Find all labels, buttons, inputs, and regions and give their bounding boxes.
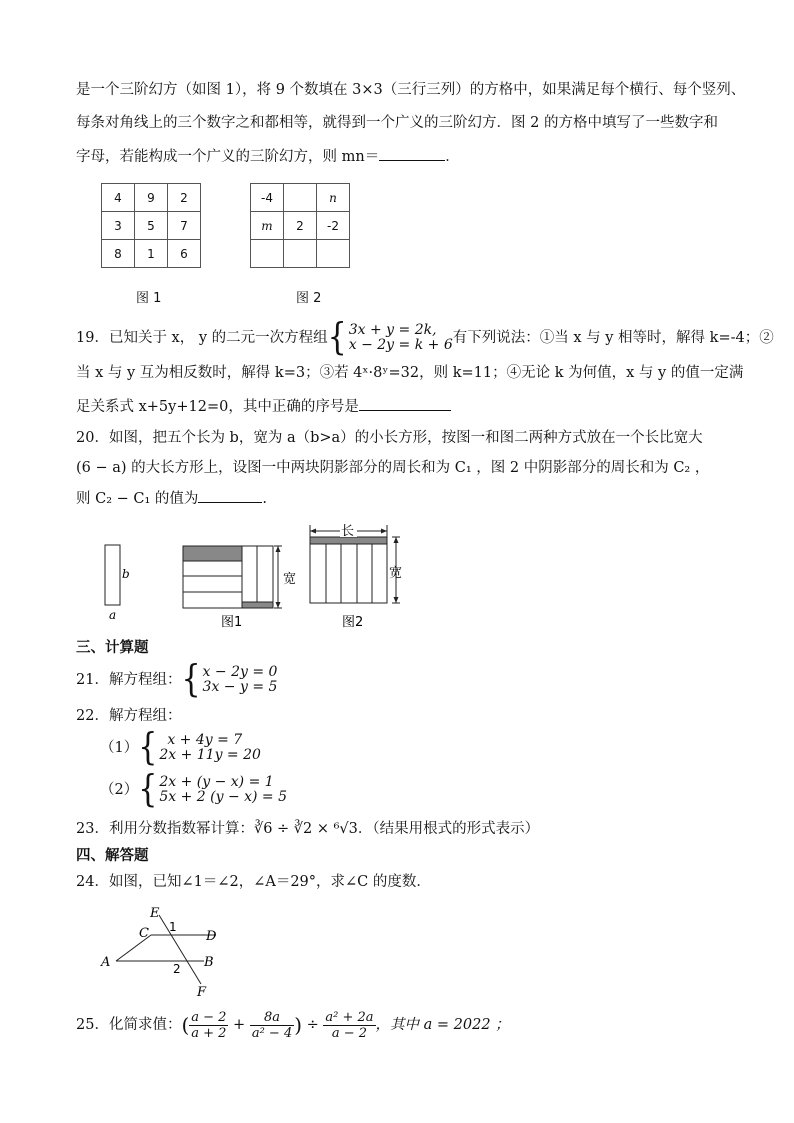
q19-line3: 足关系式 x+5y+12=0，其中正确的序号是 — [76, 396, 451, 417]
q20-line2: (6 − a) 的大长方形上，设图一中两块阴影部分的周长和为 C₁ ，图 2 中阴影部分的周长和为 C₂ ， — [76, 460, 710, 476]
fraction-1: $\frac{a - 2}{a + 2}$ — [191, 1009, 227, 1041]
grid2-cell — [284, 184, 317, 212]
label-a: a — [109, 608, 117, 622]
label-2: 2 — [173, 962, 181, 976]
grid2-cell — [251, 240, 284, 268]
label-length: 长 — [341, 524, 355, 539]
grid2-cell — [317, 240, 350, 268]
label-B: B — [204, 955, 214, 970]
q24: 24．如图，已知∠1＝∠2，∠A＝29°，求∠C 的度数． — [76, 874, 431, 890]
grid1-cell: 7 — [168, 212, 201, 240]
grid2-cell — [284, 240, 317, 268]
grid1-cell: 5 — [135, 212, 168, 240]
grid2-cell: m — [251, 212, 284, 240]
q23: 23．利用分数指数幂计算：∛6 ÷ ∛2 × ⁶√3．（结果用根式的形式表示） — [76, 821, 540, 837]
q22-part1: （1）{ x + 4y = 7 2x + 11y = 20 — [100, 725, 261, 770]
label-A: A — [101, 955, 111, 970]
section-3-heading: 三、计算题 — [76, 640, 149, 656]
label-width-1: 宽 — [283, 572, 297, 587]
grid2-cell: -4 — [251, 184, 284, 212]
grid1-cell: 9 — [135, 184, 168, 212]
q24-figure — [96, 902, 236, 1000]
fraction-3: $\frac{\text{a² + 2a}}{a - 2}$ — [325, 1009, 374, 1041]
q18-line2: 每条对角线上的三个数字之和都相等，就得到一个广义的三阶幻方．图 2 的方格中填写了一些数字和 — [76, 115, 718, 131]
q20-figures — [100, 520, 440, 635]
grid1-cell: 4 — [102, 184, 135, 212]
figure-1-caption: 图 1 — [136, 291, 162, 306]
q21: 21．解方程组：{ x − 2y = 0 3x − y = 5 — [76, 657, 278, 702]
q19-system: 3x + y = 2k, x − 2y = k + 6 — [348, 322, 453, 353]
brace-icon: { — [327, 315, 347, 360]
label-width-2: 宽 — [389, 566, 403, 581]
grid1-cell: 6 — [168, 240, 201, 268]
section-4-heading: 四、解答题 — [76, 848, 149, 864]
label-F: F — [197, 985, 207, 1000]
q18-line3: 字母，若能构成一个广义的三阶幻方，则 mn＝ ． — [76, 146, 460, 167]
q22-prompt: 22．解方程组： — [76, 708, 182, 724]
q18-line1: 是一个三阶幻方（如图 1），将 9 个数填在 3×3（三行三列）的方格中，如果满足每个横行、每个竖列、 — [76, 82, 746, 98]
grid1-cell: 2 — [168, 184, 201, 212]
brace-icon: { — [138, 725, 158, 770]
label-E: E — [150, 906, 160, 921]
fraction-2: $\frac{8a}{\text{a² − 4}}$ — [251, 1009, 293, 1041]
q25: 25．化简求值：( $\frac{a - 2}{a + 2}$ + $\frac{8a}{\text{a² − 4}}$ ) ÷ $\frac{\text{a² + 2a}}{a - 2}$ ，其中 a = 2022 ； — [76, 1009, 510, 1041]
grid1-cell: 8 — [102, 240, 135, 268]
grid2-cell: n — [317, 184, 350, 212]
label-1: 1 — [169, 920, 177, 934]
magic-square-figure-2 — [250, 183, 350, 268]
figure-2-rectangle — [310, 523, 402, 603]
small-rectangle — [105, 545, 120, 605]
figure-1-rectangle — [183, 546, 296, 608]
figure-2-caption: 图 2 — [296, 291, 322, 306]
q19-line1: 19．已知关于 x， y 的二元一次方程组{ 3x + y = 2k, x − 2y = k + 6 有下列说法：①当 x 与 y 相等时，解得 k=-4；② — [76, 315, 774, 360]
q20-line1: 20．如图，把五个长为 b，宽为 a（b>a）的小长方形，按图一和图二两种方式放在一个长比宽大 — [76, 430, 703, 446]
grid2-cell: 2 — [284, 212, 317, 240]
grid2-cell: -2 — [317, 212, 350, 240]
q19-line2: 当 x 与 y 互为相反数时，解得 k=3；③若 4ˣ·8ʸ=32，则 k=11；④无论 k 为何值，x 与 y 的值一定满 — [76, 365, 744, 381]
label-D: D — [206, 929, 217, 944]
label-b: b — [122, 567, 130, 581]
brace-icon: { — [181, 657, 201, 702]
figure-2-caption: 图2 — [342, 615, 364, 630]
answer-blank-q19[interactable] — [359, 396, 451, 411]
q22-part2: （2）{ 2x + (y − x) = 1 5x + 2 (y − x) = 5 — [100, 767, 288, 812]
brace-icon: { — [138, 767, 158, 812]
magic-square-figure-1 — [101, 183, 201, 268]
q20-line3: 则 C₂ − C₁ 的值为 . — [76, 488, 267, 509]
answer-blank-q20[interactable] — [198, 488, 262, 503]
grid1-cell: 3 — [102, 212, 135, 240]
figure-1-caption: 图1 — [221, 615, 243, 630]
grid1-cell: 1 — [135, 240, 168, 268]
label-C: C — [139, 926, 149, 941]
answer-blank-mn[interactable] — [379, 146, 445, 161]
